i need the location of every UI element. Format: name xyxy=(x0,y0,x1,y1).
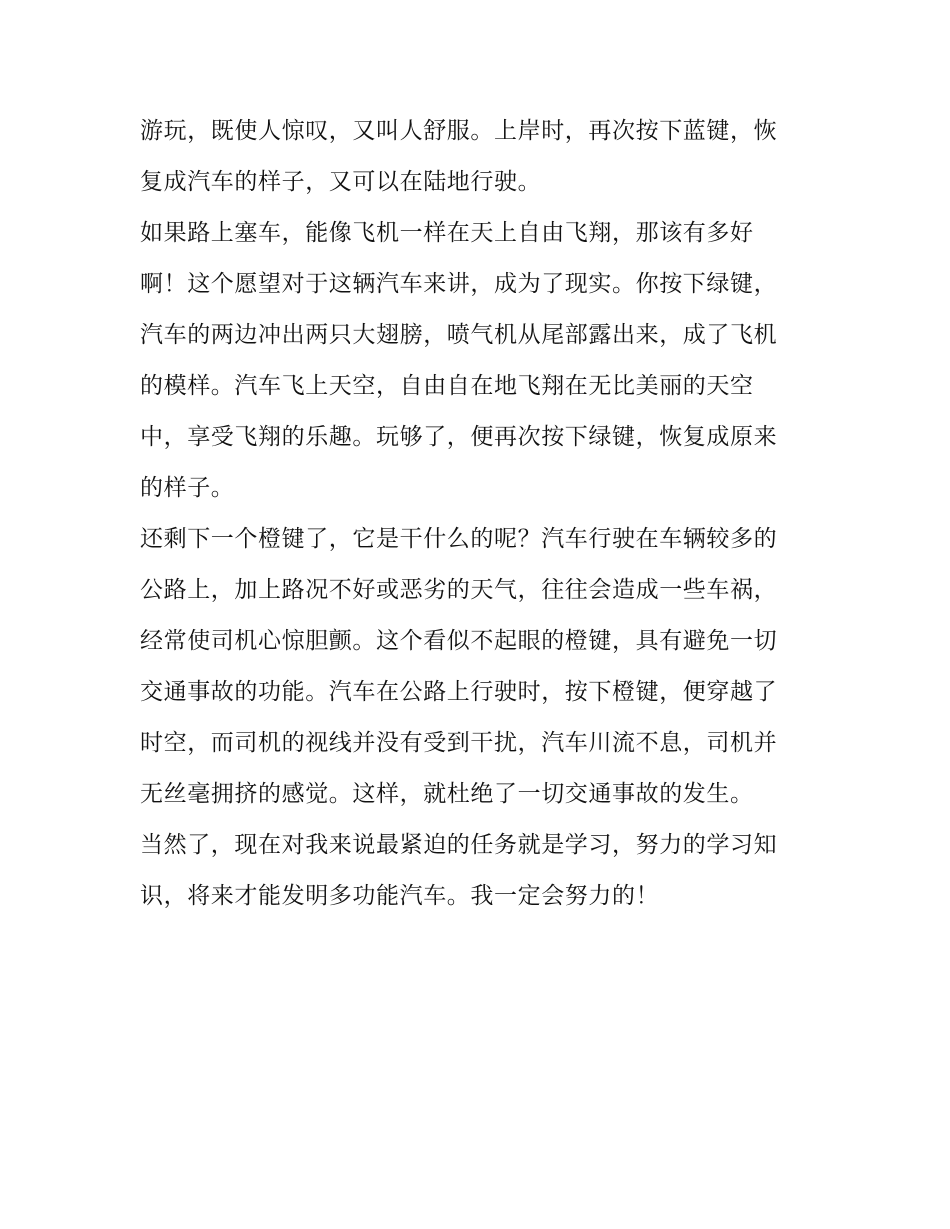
text-line: 如果路上塞车，能像飞机一样在天上自由飞翔，那该有多好 xyxy=(140,220,754,246)
text-line: 的模样。汽车飞上天空，自由自在地飞翔在无比美丽的天空 xyxy=(140,373,754,399)
text-line: 时空，而司机的视线并没有受到干扰，汽车川流不息，司机并 xyxy=(140,730,778,756)
text-line: 还剩下一个橙键了，它是干什么的呢？汽车行驶在车辆较多的 xyxy=(140,526,778,552)
document-body xyxy=(140,106,820,922)
text-line: 的样子。 xyxy=(140,475,235,501)
text-line: 交通事故的功能。汽车在公路上行驶时，按下橙键，便穿越了 xyxy=(140,679,778,705)
text-line: 啊！这个愿望对于这辆汽车来讲，成为了现实。你按下绿键， xyxy=(140,271,778,297)
text-line: 中，享受飞翔的乐趣。玩够了，便再次按下绿键，恢复成原来 xyxy=(140,424,778,450)
text-line: 游玩，既使人惊叹，又叫人舒服。上岸时，再次按下蓝键，恢 xyxy=(140,118,778,144)
text-line: 公路上，加上路况不好或恶劣的天气，往往会造成一些车祸， xyxy=(140,577,778,603)
text-line: 当然了，现在对我来说最紧迫的任务就是学习，努力的学习知 xyxy=(140,832,778,858)
text-line: 无丝毫拥挤的感觉。这样，就杜绝了一切交通事故的发生。 xyxy=(140,781,754,807)
text-line: 经常使司机心惊胆颤。这个看似不起眼的橙键，具有避免一切 xyxy=(140,628,778,654)
text-line: 复成汽车的样子，又可以在陆地行驶。 xyxy=(140,169,542,195)
text-line: 识，将来才能发明多功能汽车。我一定会努力的！ xyxy=(140,883,660,909)
text-line: 汽车的两边冲出两只大翅膀，喷气机从尾部露出来，成了飞机 xyxy=(140,322,778,348)
